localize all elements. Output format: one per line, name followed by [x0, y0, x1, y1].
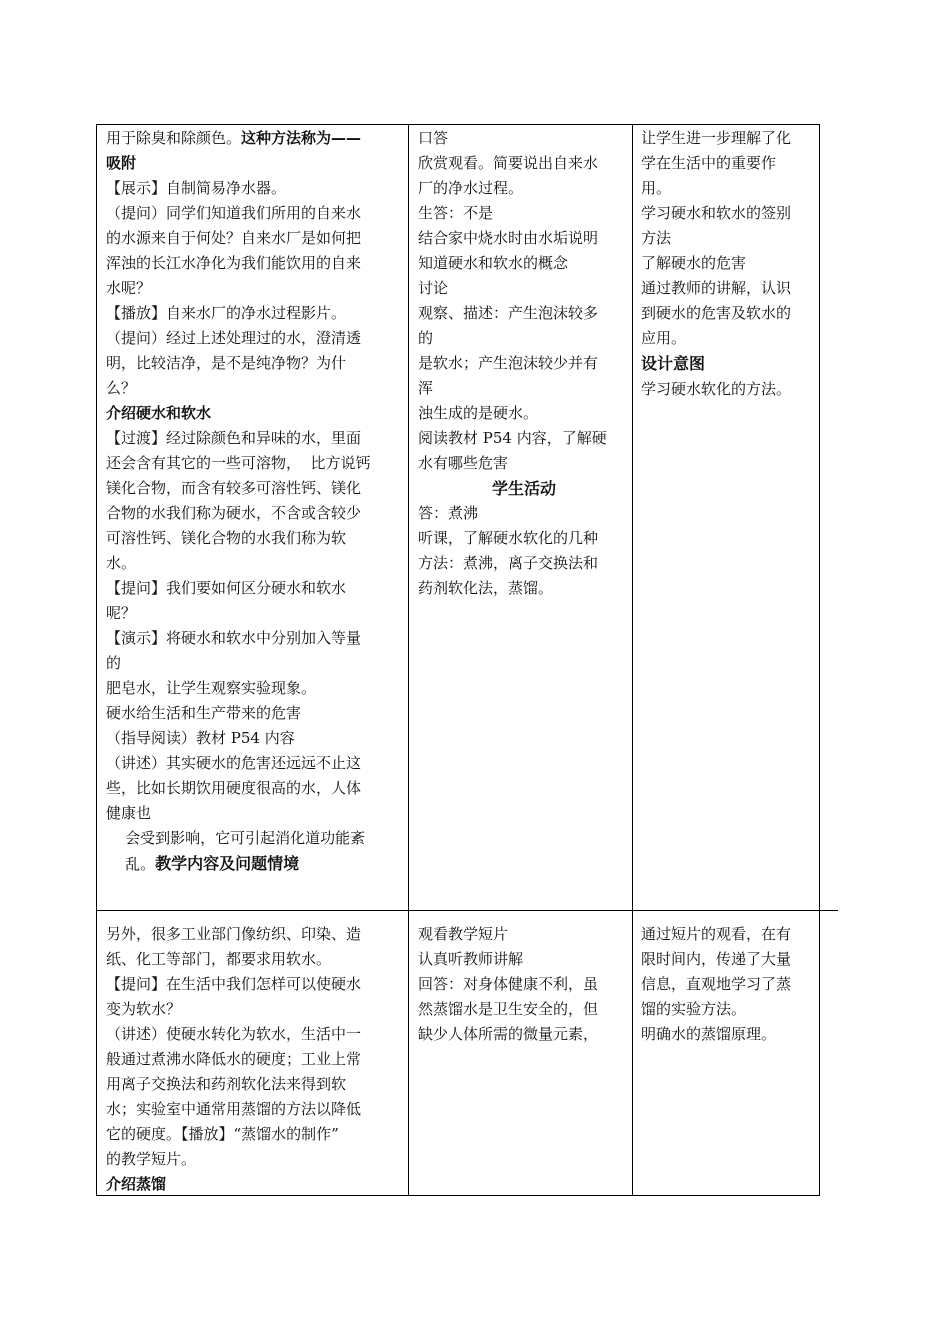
text-line [641, 201, 819, 226]
text-line [106, 676, 404, 701]
text-line [106, 701, 404, 726]
text-line [418, 151, 630, 176]
line-text: 会受到影响，它可引起消化道功能紊 [106, 829, 366, 847]
cell-student-activity-bottom [418, 922, 630, 1047]
line-text: 缺少人体所需的微量元素， [418, 1025, 599, 1043]
text-line [418, 922, 630, 947]
text-line [418, 551, 630, 576]
line-text: 硬水给生活和生产带来的危害 [106, 704, 302, 722]
text-line [106, 326, 404, 351]
line-text: 水。 [106, 554, 137, 572]
cell-design-intent-top [641, 126, 819, 402]
text-line [106, 997, 404, 1022]
line-text: 些，比如长期饮用硬度很高的水，人体 [106, 779, 362, 797]
text-line [641, 972, 819, 997]
text-line [418, 126, 630, 151]
text-line [106, 922, 404, 947]
line-text: 纸、化工等部门，都要求用软水。 [106, 950, 332, 968]
heading-text: 教学内容及问题情境 [155, 854, 300, 873]
line-text: 般通过煮沸水降低水的硬度；工业上常 [106, 1050, 362, 1068]
text-line [106, 451, 404, 476]
line-text: 用。 [641, 179, 672, 197]
line-text: 【播放】自来水厂的净水过程影片。 [106, 304, 347, 322]
line-text: （讲述）使硬水转化为软水，生活中一 [106, 1025, 362, 1043]
line-text: （指导阅读）教材 P54 内容 [106, 729, 295, 747]
line-text: （提问）同学们知道我们所用的自来水 [106, 204, 362, 222]
text-line [418, 997, 630, 1022]
line-text: 的 [418, 329, 434, 347]
text-line [641, 351, 819, 377]
text-line [106, 401, 404, 426]
text-line [418, 226, 630, 251]
text-line [106, 1022, 404, 1047]
text-line [106, 1172, 404, 1197]
line-text: 口答 [418, 129, 449, 147]
line-text: 让学生进一步理解了化 [641, 129, 792, 147]
line-text: 方法：煮沸，离子交换法和 [418, 554, 599, 572]
text-line [106, 776, 404, 801]
cell-student-activity-top [418, 126, 630, 601]
line-text: 到硬水的危害及软水的 [641, 304, 792, 322]
text-line [418, 326, 630, 351]
text-line [418, 201, 630, 226]
text-line [418, 176, 630, 201]
text-line [418, 526, 630, 551]
text-line [106, 626, 404, 651]
text-line [418, 426, 630, 451]
line-text: 水呢？ [106, 279, 152, 297]
line-text: 听课，了解硬水软化的几种 [418, 529, 599, 547]
line-text: 肥皂水，让学生观察实验现象。 [106, 679, 317, 697]
text-line [418, 501, 630, 526]
column-divider-2 [632, 124, 633, 1196]
line-text: 学在生活中的重要作 [641, 154, 777, 172]
text-line [106, 201, 404, 226]
text-line [106, 276, 404, 301]
line-text: 答：煮沸 [418, 504, 479, 522]
text-line [106, 376, 404, 401]
row-divider [96, 910, 838, 911]
line-text: 观察、描述：产生泡沫较多 [418, 304, 599, 322]
text-line [106, 851, 404, 877]
text-line [641, 922, 819, 947]
text-line [106, 476, 404, 501]
text-line [418, 276, 630, 301]
line-text: 么？ [106, 379, 137, 397]
text-line [641, 276, 819, 301]
text-line [106, 1097, 404, 1122]
line-text: 另外，很多工业部门像纺织、印染、造 [106, 925, 362, 943]
line-text: 认真听教师讲解 [418, 950, 524, 968]
text-line [641, 377, 819, 402]
text-line [106, 301, 404, 326]
text-line [641, 947, 819, 972]
line-text: 用离子交换法和药剂软化法来得到软 [106, 1075, 347, 1093]
line-text: 健康也 [106, 804, 152, 822]
line-text: 是软水；产生泡沫较少并有 [418, 354, 599, 372]
cell-teaching-content-top [106, 126, 404, 877]
line-text: 阅读教材 P54 内容，了解硬 [418, 429, 607, 447]
text-line [106, 1122, 404, 1147]
line-text: 的教学短片。 [106, 1150, 197, 1168]
text-line [641, 226, 819, 251]
text-line [641, 301, 819, 326]
line-text: 馏的实验方法。 [641, 1000, 747, 1018]
text-line [641, 997, 819, 1022]
bold-text: 吸附 [106, 154, 137, 172]
line-text: 知道硬水和软水的概念 [418, 254, 569, 272]
text-line [641, 251, 819, 276]
line-text: 的 [106, 654, 122, 672]
line-text: 学习硬水和软水的签别 [641, 204, 792, 222]
text-line [106, 576, 404, 601]
text-line [641, 126, 819, 151]
line-text: 可溶性钙、镁化合物的水我们称为软 [106, 529, 347, 547]
line-text: 讨论 [418, 279, 449, 297]
line-text: 用于除臭和除颜色。 [106, 129, 242, 147]
line-text: 【展示】自制简易净水器。 [106, 179, 287, 197]
line-text: 应用。 [641, 329, 687, 347]
text-line [641, 1022, 819, 1047]
text-line [106, 826, 404, 851]
line-text: 限时间内，传递了大量 [641, 950, 792, 968]
line-text: 生答：不是 [418, 204, 494, 222]
line-text: 浑 [418, 379, 434, 397]
line-text: 呢？ [106, 604, 137, 622]
text-line [106, 526, 404, 551]
text-line [106, 251, 404, 276]
heading-text: 设计意图 [641, 354, 706, 373]
line-text: 合物的水我们称为硬水，不含或含较少 [106, 504, 362, 522]
column-divider-1 [408, 124, 409, 1196]
line-text: 水有哪些危害 [418, 454, 509, 472]
line-text: 明确水的蒸馏原理。 [641, 1025, 777, 1043]
text-line [106, 801, 404, 826]
text-line [418, 576, 630, 601]
text-line [418, 376, 630, 401]
text-line [106, 1072, 404, 1097]
text-line [106, 601, 404, 626]
text-line [106, 151, 404, 176]
text-line [106, 176, 404, 201]
text-line [641, 176, 819, 201]
line-text: 了解硬水的危害 [641, 254, 747, 272]
line-text: 它的硬度。【播放】“蒸馏水的制作” [106, 1125, 339, 1143]
line-text: 【提问】我们要如何区分硬水和软水 [106, 579, 347, 597]
line-text: 方法 [641, 229, 672, 247]
line-text: 回答：对身体健康不利，虽 [418, 975, 599, 993]
text-line [106, 501, 404, 526]
text-line [106, 1047, 404, 1072]
line-text: 浑浊的长江水净化为我们能饮用的自来 [106, 254, 362, 272]
cell-design-intent-bottom [641, 922, 819, 1047]
text-line [418, 947, 630, 972]
bold-text: 介绍蒸馏 [106, 1175, 167, 1193]
text-line [106, 751, 404, 776]
line-text: 明，比较洁净，是不是纯净物？为什 [106, 354, 347, 372]
line-text: 厂的净水过程。 [418, 179, 524, 197]
line-text: 欣赏观看。简要说出自来水 [418, 154, 599, 172]
line-text: 【过渡】经过除颜色和异味的水，里面 [106, 429, 362, 447]
text-line [418, 1022, 630, 1047]
bold-text: 介绍硬水和软水 [106, 404, 212, 422]
text-line [106, 651, 404, 676]
text-line [418, 351, 630, 376]
text-line [418, 251, 630, 276]
text-line [418, 451, 630, 476]
text-line [106, 551, 404, 576]
text-line [106, 726, 404, 751]
line-text: 观看教学短片 [418, 925, 509, 943]
line-text: 信息，直观地学习了蒸 [641, 975, 792, 993]
line-text: 变为软水？ [106, 1000, 182, 1018]
text-line [641, 151, 819, 176]
text-line [106, 1147, 404, 1172]
line-text: 【提问】在生活中我们怎样可以使硬水 [106, 975, 362, 993]
text-line [106, 126, 404, 151]
line-text: 浊生成的是硬水。 [418, 404, 539, 422]
text-line [418, 972, 630, 997]
text-line [641, 326, 819, 351]
text-line [106, 226, 404, 251]
text-line [106, 972, 404, 997]
line-text: 乱。 [106, 855, 156, 873]
line-text: 镁化合物，而含有较多可溶性钙、镁化 [106, 479, 362, 497]
text-line [418, 301, 630, 326]
line-text: 通过教师的讲解，认识 [641, 279, 792, 297]
cell-teaching-content-bottom [106, 922, 404, 1197]
line-text: 学习硬水软化的方法。 [641, 380, 792, 398]
line-text: （讲述）其实硬水的危害还远远不止这 [106, 754, 362, 772]
text-line [106, 351, 404, 376]
text-line [106, 426, 404, 451]
line-text: 水；实验室中通常用蒸馏的方法以降低 [106, 1100, 362, 1118]
text-line [106, 947, 404, 972]
line-text: 还会含有其它的一些可溶物， 比方说钙 [106, 454, 371, 472]
line-text: 【演示】将硬水和软水中分别加入等量 [106, 629, 362, 647]
line-text: 通过短片的观看，在有 [641, 925, 792, 943]
line-text: 药剂软化法，蒸馏。 [418, 579, 554, 597]
line-text: 结合家中烧水时由水垢说明 [418, 229, 599, 247]
bold-text: 这种方法称为—— [241, 129, 362, 147]
text-line [418, 401, 630, 426]
line-text: （提问）经过上述处理过的水，澄清透 [106, 329, 362, 347]
text-line: 学生活动 [491, 479, 556, 498]
line-text: 的水源来自于何处？自来水厂是如何把 [106, 229, 362, 247]
line-text: 然蒸馏水是卫生安全的，但 [418, 1000, 599, 1018]
